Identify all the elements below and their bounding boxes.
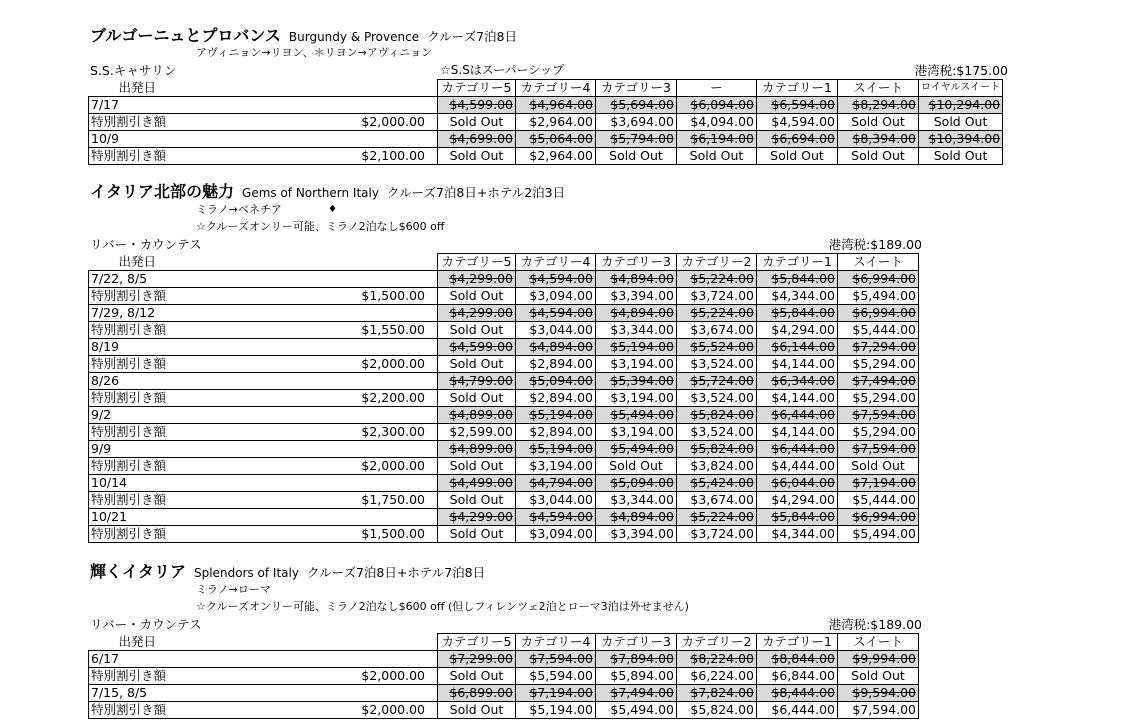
regular-price: $5,844.00 <box>757 509 838 526</box>
discounted-price: Sold Out <box>596 148 677 165</box>
regular-price: $5,394.00 <box>596 373 677 390</box>
cruise-only-note: ☆クルーズオンリー可能、ミラノ2泊なし$600 off <box>196 220 445 233</box>
table-row <box>89 373 919 390</box>
discounted-price: $4,294.00 <box>757 322 838 339</box>
discount-amount <box>229 373 438 390</box>
regular-price: $5,424.00 <box>677 475 757 492</box>
discount-amount: $2,000.00 <box>229 114 438 131</box>
regular-price: $4,894.00 <box>516 339 596 356</box>
discounted-price: $5,194.00 <box>516 702 596 719</box>
regular-price: $5,224.00 <box>677 509 757 526</box>
regular-price: $4,299.00 <box>438 509 516 526</box>
header-cat1: カテゴリー1 <box>757 634 838 651</box>
header-cat5: カテゴリー5 <box>438 80 516 97</box>
discounted-price: $5,294.00 <box>838 424 919 441</box>
regular-price: $7,594.00 <box>516 651 596 668</box>
diamond-icon: ♦ <box>328 204 337 215</box>
discounted-price: $3,394.00 <box>596 526 677 543</box>
discounted-price: $3,194.00 <box>516 458 596 475</box>
departure-date: 6/17 <box>89 651 229 668</box>
discounted-price: $5,494.00 <box>838 526 919 543</box>
discounted-price: $3,524.00 <box>677 390 757 407</box>
regular-price: $6,994.00 <box>838 305 919 322</box>
discount-amount <box>229 685 438 702</box>
table-row <box>89 288 919 305</box>
header-cat1: カテゴリー1 <box>757 254 838 271</box>
regular-price: $5,524.00 <box>677 339 757 356</box>
discounted-price: Sold Out <box>438 702 516 719</box>
regular-price: $6,144.00 <box>757 339 838 356</box>
regular-price: $4,599.00 <box>438 97 516 114</box>
route: アヴィニョン→リヨン、＊リヨン→アヴィニョン <box>196 46 433 59</box>
discount-amount <box>229 509 438 526</box>
rate-table <box>88 79 1003 165</box>
table-row <box>89 492 919 509</box>
regular-price: $5,724.00 <box>677 373 757 390</box>
discounted-price: Sold Out <box>919 114 1003 131</box>
discount-amount: $2,000.00 <box>229 458 438 475</box>
discounted-price: Sold Out <box>438 288 516 305</box>
regular-price: $6,694.00 <box>757 131 838 148</box>
table-row <box>89 305 919 322</box>
regular-price: $5,094.00 <box>596 475 677 492</box>
regular-price: $7,294.00 <box>838 339 919 356</box>
section-title <box>90 182 565 203</box>
discount-amount: $2,000.00 <box>229 702 438 719</box>
discount-amount <box>229 305 438 322</box>
regular-price: $6,594.00 <box>757 97 838 114</box>
discount-amount <box>229 97 438 114</box>
rate-table <box>88 253 919 543</box>
discounted-price: $3,724.00 <box>677 526 757 543</box>
discounted-price: $4,144.00 <box>757 356 838 373</box>
title-ja: イタリア北部の魅力 <box>90 182 235 201</box>
header-suite: スイート <box>838 254 919 271</box>
header-cat1: カテゴリー1 <box>757 80 838 97</box>
regular-price: $8,224.00 <box>677 651 757 668</box>
cruise-length: クルーズ7泊8日+ホテル2泊3日 <box>386 185 566 200</box>
discounted-price: Sold Out <box>838 668 919 685</box>
regular-price: $6,444.00 <box>757 407 838 424</box>
table-row <box>89 441 919 458</box>
discounted-price: Sold Out <box>838 148 919 165</box>
header-departure: 出発日 <box>89 80 229 97</box>
discounted-price: $3,674.00 <box>677 322 757 339</box>
regular-price: $8,844.00 <box>757 651 838 668</box>
table-row <box>89 651 919 668</box>
regular-price: $4,299.00 <box>438 271 516 288</box>
table-header <box>89 634 919 651</box>
regular-price: $6,444.00 <box>757 441 838 458</box>
departure-date: 7/15, 8/5 <box>89 685 229 702</box>
discounted-price: $2,894.00 <box>516 356 596 373</box>
discounted-price: $4,594.00 <box>757 114 838 131</box>
regular-price: $4,894.00 <box>596 509 677 526</box>
discounted-price: $5,894.00 <box>596 668 677 685</box>
table-row <box>89 424 919 441</box>
regular-price: $9,594.00 <box>838 685 919 702</box>
regular-price: $4,899.00 <box>438 407 516 424</box>
discounted-price: Sold Out <box>438 458 516 475</box>
discounted-price: $5,444.00 <box>838 492 919 509</box>
table-row <box>89 458 919 475</box>
regular-price: $5,694.00 <box>596 97 677 114</box>
regular-price: $5,064.00 <box>516 131 596 148</box>
discounted-price: $3,044.00 <box>516 492 596 509</box>
discount-amount: $2,100.00 <box>229 148 438 165</box>
discount-amount: $2,200.00 <box>229 390 438 407</box>
table-row <box>89 97 1003 114</box>
discounted-price: $3,724.00 <box>677 288 757 305</box>
header-cat4: カテゴリー4 <box>516 634 596 651</box>
regular-price: $6,994.00 <box>838 509 919 526</box>
regular-price: $4,499.00 <box>438 475 516 492</box>
discount-amount <box>229 339 438 356</box>
ship-name: S.S.キャサリン <box>90 63 177 78</box>
regular-price: $5,194.00 <box>516 407 596 424</box>
regular-price: $4,699.00 <box>438 131 516 148</box>
special-discount-label: 特別割引き額 <box>89 668 229 685</box>
table-row <box>89 509 919 526</box>
special-discount-label: 特別割引き額 <box>89 702 229 719</box>
regular-price: $8,444.00 <box>757 685 838 702</box>
discounted-price: $3,524.00 <box>677 356 757 373</box>
regular-price: $5,494.00 <box>596 407 677 424</box>
discount-amount <box>229 271 438 288</box>
special-discount-label: 特別割引き額 <box>89 526 229 543</box>
rate-table <box>88 633 919 719</box>
section-title <box>90 562 485 583</box>
regular-price: $6,194.00 <box>677 131 757 148</box>
regular-price: $9,994.00 <box>838 651 919 668</box>
discounted-price: $3,094.00 <box>516 288 596 305</box>
regular-price: $6,344.00 <box>757 373 838 390</box>
regular-price: $4,594.00 <box>516 271 596 288</box>
special-discount-label: 特別割引き額 <box>89 114 229 131</box>
regular-price: $4,899.00 <box>438 441 516 458</box>
regular-price: $7,824.00 <box>677 685 757 702</box>
title-ja: 輝くイタリア <box>90 562 187 581</box>
cruise-length: クルーズ7泊8日 <box>427 29 517 44</box>
discounted-price: $5,824.00 <box>677 702 757 719</box>
regular-price: $4,799.00 <box>438 373 516 390</box>
section-title <box>90 26 517 47</box>
discounted-price: $5,594.00 <box>516 668 596 685</box>
departure-date: 7/17 <box>89 97 229 114</box>
header-cat4: カテゴリー4 <box>516 254 596 271</box>
discount-amount: $2,300.00 <box>229 424 438 441</box>
discounted-price: Sold Out <box>757 148 838 165</box>
ship-note: ☆S.Sはスーパーシップ <box>440 63 565 77</box>
discounted-price: $6,444.00 <box>757 702 838 719</box>
regular-price: $5,194.00 <box>516 441 596 458</box>
departure-date: 9/9 <box>89 441 229 458</box>
special-discount-label: 特別割引き額 <box>89 424 229 441</box>
regular-price: $8,394.00 <box>838 131 919 148</box>
discounted-price: $4,444.00 <box>757 458 838 475</box>
discounted-price: $2,964.00 <box>516 114 596 131</box>
discounted-price: $3,044.00 <box>516 322 596 339</box>
route: ミラノ→ローマ <box>196 583 271 596</box>
regular-price: $6,994.00 <box>838 271 919 288</box>
discount-amount <box>229 441 438 458</box>
discounted-price: $4,144.00 <box>757 390 838 407</box>
port-tax: 港湾税:$189.00 <box>828 617 922 632</box>
table-row <box>89 271 919 288</box>
header-cat4: カテゴリー4 <box>516 80 596 97</box>
regular-price: $10,294.00 <box>919 97 1003 114</box>
discounted-price: Sold Out <box>677 148 757 165</box>
discount-amount: $1,550.00 <box>229 322 438 339</box>
regular-price: $5,824.00 <box>677 407 757 424</box>
discounted-price: $3,194.00 <box>596 356 677 373</box>
regular-price: $7,299.00 <box>438 651 516 668</box>
departure-date: 10/14 <box>89 475 229 492</box>
discounted-price: $3,094.00 <box>516 526 596 543</box>
header-cat3: カテゴリー3 <box>596 634 677 651</box>
special-discount-label: 特別割引き額 <box>89 390 229 407</box>
departure-date: 7/22, 8/5 <box>89 271 229 288</box>
discount-amount <box>229 651 438 668</box>
regular-price: $4,964.00 <box>516 97 596 114</box>
table-row <box>89 407 919 424</box>
header-cat3: カテゴリー3 <box>596 80 677 97</box>
table-row <box>89 356 919 373</box>
discounted-price: Sold Out <box>838 458 919 475</box>
table-row <box>89 390 919 407</box>
table-header <box>89 254 919 271</box>
discounted-price: $3,194.00 <box>596 424 677 441</box>
discounted-price: Sold Out <box>438 526 516 543</box>
discounted-price: Sold Out <box>438 356 516 373</box>
ship-name: リバー・カウンテス <box>90 617 202 632</box>
table-row <box>89 131 1003 148</box>
regular-price: $4,594.00 <box>516 305 596 322</box>
discount-amount: $2,000.00 <box>229 356 438 373</box>
regular-price: $7,194.00 <box>516 685 596 702</box>
regular-price: $4,794.00 <box>516 475 596 492</box>
header-cat2: カテゴリー2 <box>677 254 757 271</box>
header-royal-suite: ロイヤルスイート <box>919 80 1003 97</box>
header-dash: ー <box>677 80 757 97</box>
regular-price: $4,894.00 <box>596 271 677 288</box>
discounted-price: $5,494.00 <box>596 702 677 719</box>
discounted-price: $5,494.00 <box>838 288 919 305</box>
regular-price: $6,094.00 <box>677 97 757 114</box>
special-discount-label: 特別割引き額 <box>89 458 229 475</box>
discounted-price: $4,344.00 <box>757 526 838 543</box>
discounted-price: $3,344.00 <box>596 492 677 509</box>
header-blank <box>229 254 438 271</box>
discounted-price: $6,224.00 <box>677 668 757 685</box>
discounted-price: Sold Out <box>838 114 919 131</box>
discounted-price: $3,394.00 <box>596 288 677 305</box>
special-discount-label: 特別割引き額 <box>89 148 229 165</box>
regular-price: $5,224.00 <box>677 305 757 322</box>
discount-amount: $2,000.00 <box>229 668 438 685</box>
title-en: Splendors of Italy <box>194 566 299 580</box>
regular-price: $5,094.00 <box>516 373 596 390</box>
discount-amount: $1,500.00 <box>229 526 438 543</box>
regular-price: $7,194.00 <box>838 475 919 492</box>
regular-price: $10,394.00 <box>919 131 1003 148</box>
discounted-price: $2,964.00 <box>516 148 596 165</box>
discounted-price: Sold Out <box>438 492 516 509</box>
table-row <box>89 339 919 356</box>
cruise-length: クルーズ7泊8日+ホテル7泊8日 <box>306 565 486 580</box>
regular-price: $7,594.00 <box>838 407 919 424</box>
header-blank <box>229 80 438 97</box>
discounted-price: Sold Out <box>919 148 1003 165</box>
discounted-price: $3,694.00 <box>596 114 677 131</box>
discounted-price: $5,294.00 <box>838 390 919 407</box>
regular-price: $5,844.00 <box>757 305 838 322</box>
table-row <box>89 685 919 702</box>
discounted-price: $2,894.00 <box>516 424 596 441</box>
discounted-price: $2,599.00 <box>438 424 516 441</box>
discounted-price: $3,344.00 <box>596 322 677 339</box>
table-header <box>89 80 1003 97</box>
regular-price: $7,494.00 <box>838 373 919 390</box>
table-row <box>89 702 919 719</box>
regular-price: $7,894.00 <box>596 651 677 668</box>
departure-date: 8/26 <box>89 373 229 390</box>
regular-price: $4,299.00 <box>438 305 516 322</box>
discounted-price: $2,894.00 <box>516 390 596 407</box>
discounted-price: Sold Out <box>438 322 516 339</box>
regular-price: $7,594.00 <box>838 441 919 458</box>
departure-date: 7/29, 8/12 <box>89 305 229 322</box>
special-discount-label: 特別割引き額 <box>89 322 229 339</box>
port-tax: 港湾税:$189.00 <box>828 237 922 252</box>
header-cat3: カテゴリー3 <box>596 254 677 271</box>
regular-price: $6,044.00 <box>757 475 838 492</box>
discounted-price: $4,094.00 <box>677 114 757 131</box>
discounted-price: $5,294.00 <box>838 356 919 373</box>
discount-amount <box>229 131 438 148</box>
cruise-only-note: ☆クルーズオンリー可能、ミラノ2泊なし$600 off (但しフィレンツェ2泊とローマ3泊は外せません) <box>196 600 689 613</box>
header-departure: 出発日 <box>89 634 229 651</box>
discounted-price: $3,194.00 <box>596 390 677 407</box>
discount-amount: $1,500.00 <box>229 288 438 305</box>
table-row <box>89 526 919 543</box>
departure-date: 8/19 <box>89 339 229 356</box>
discounted-price: $3,824.00 <box>677 458 757 475</box>
header-blank <box>229 634 438 651</box>
header-cat5: カテゴリー5 <box>438 634 516 651</box>
departure-date: 9/2 <box>89 407 229 424</box>
header-suite: スイート <box>838 634 919 651</box>
discount-amount <box>229 407 438 424</box>
regular-price: $5,844.00 <box>757 271 838 288</box>
regular-price: $5,824.00 <box>677 441 757 458</box>
ship-name: リバー・カウンテス <box>90 237 202 252</box>
special-discount-label: 特別割引き額 <box>89 356 229 373</box>
discounted-price: Sold Out <box>438 148 516 165</box>
regular-price: $8,294.00 <box>838 97 919 114</box>
table-row <box>89 148 1003 165</box>
discounted-price: $4,344.00 <box>757 288 838 305</box>
regular-price: $4,594.00 <box>516 509 596 526</box>
discounted-price: $3,674.00 <box>677 492 757 509</box>
discounted-price: $5,444.00 <box>838 322 919 339</box>
discounted-price: $4,144.00 <box>757 424 838 441</box>
regular-price: $5,194.00 <box>596 339 677 356</box>
title-en: Gems of Northern Italy <box>242 186 379 200</box>
table-row <box>89 322 919 339</box>
table-row <box>89 668 919 685</box>
header-departure: 出発日 <box>89 254 229 271</box>
departure-date: 10/9 <box>89 131 229 148</box>
regular-price: $5,224.00 <box>677 271 757 288</box>
discount-amount <box>229 475 438 492</box>
special-discount-label: 特別割引き額 <box>89 492 229 509</box>
regular-price: $6,899.00 <box>438 685 516 702</box>
discounted-price: $6,844.00 <box>757 668 838 685</box>
header-cat5: カテゴリー5 <box>438 254 516 271</box>
regular-price: $4,599.00 <box>438 339 516 356</box>
title-ja: ブルゴーニュとプロバンス <box>90 26 281 45</box>
discounted-price: $4,294.00 <box>757 492 838 509</box>
title-en: Burgundy & Provence <box>288 30 420 44</box>
regular-price: $5,494.00 <box>596 441 677 458</box>
table-row <box>89 475 919 492</box>
departure-date: 10/21 <box>89 509 229 526</box>
discounted-price: Sold Out <box>438 390 516 407</box>
regular-price: $4,894.00 <box>596 305 677 322</box>
header-cat2: カテゴリー2 <box>677 634 757 651</box>
regular-price: $5,794.00 <box>596 131 677 148</box>
special-discount-label: 特別割引き額 <box>89 288 229 305</box>
discounted-price: $3,524.00 <box>677 424 757 441</box>
discounted-price: Sold Out <box>596 458 677 475</box>
route: ミラノ→ベネチア <box>196 203 282 216</box>
discount-amount: $1,750.00 <box>229 492 438 509</box>
table-row <box>89 114 1003 131</box>
discounted-price: Sold Out <box>438 668 516 685</box>
header-suite: スイート <box>838 80 919 97</box>
discounted-price: $7,594.00 <box>838 702 919 719</box>
discounted-price: Sold Out <box>438 114 516 131</box>
regular-price: $7,494.00 <box>596 685 677 702</box>
port-tax: 港湾税:$175.00 <box>914 63 1008 78</box>
